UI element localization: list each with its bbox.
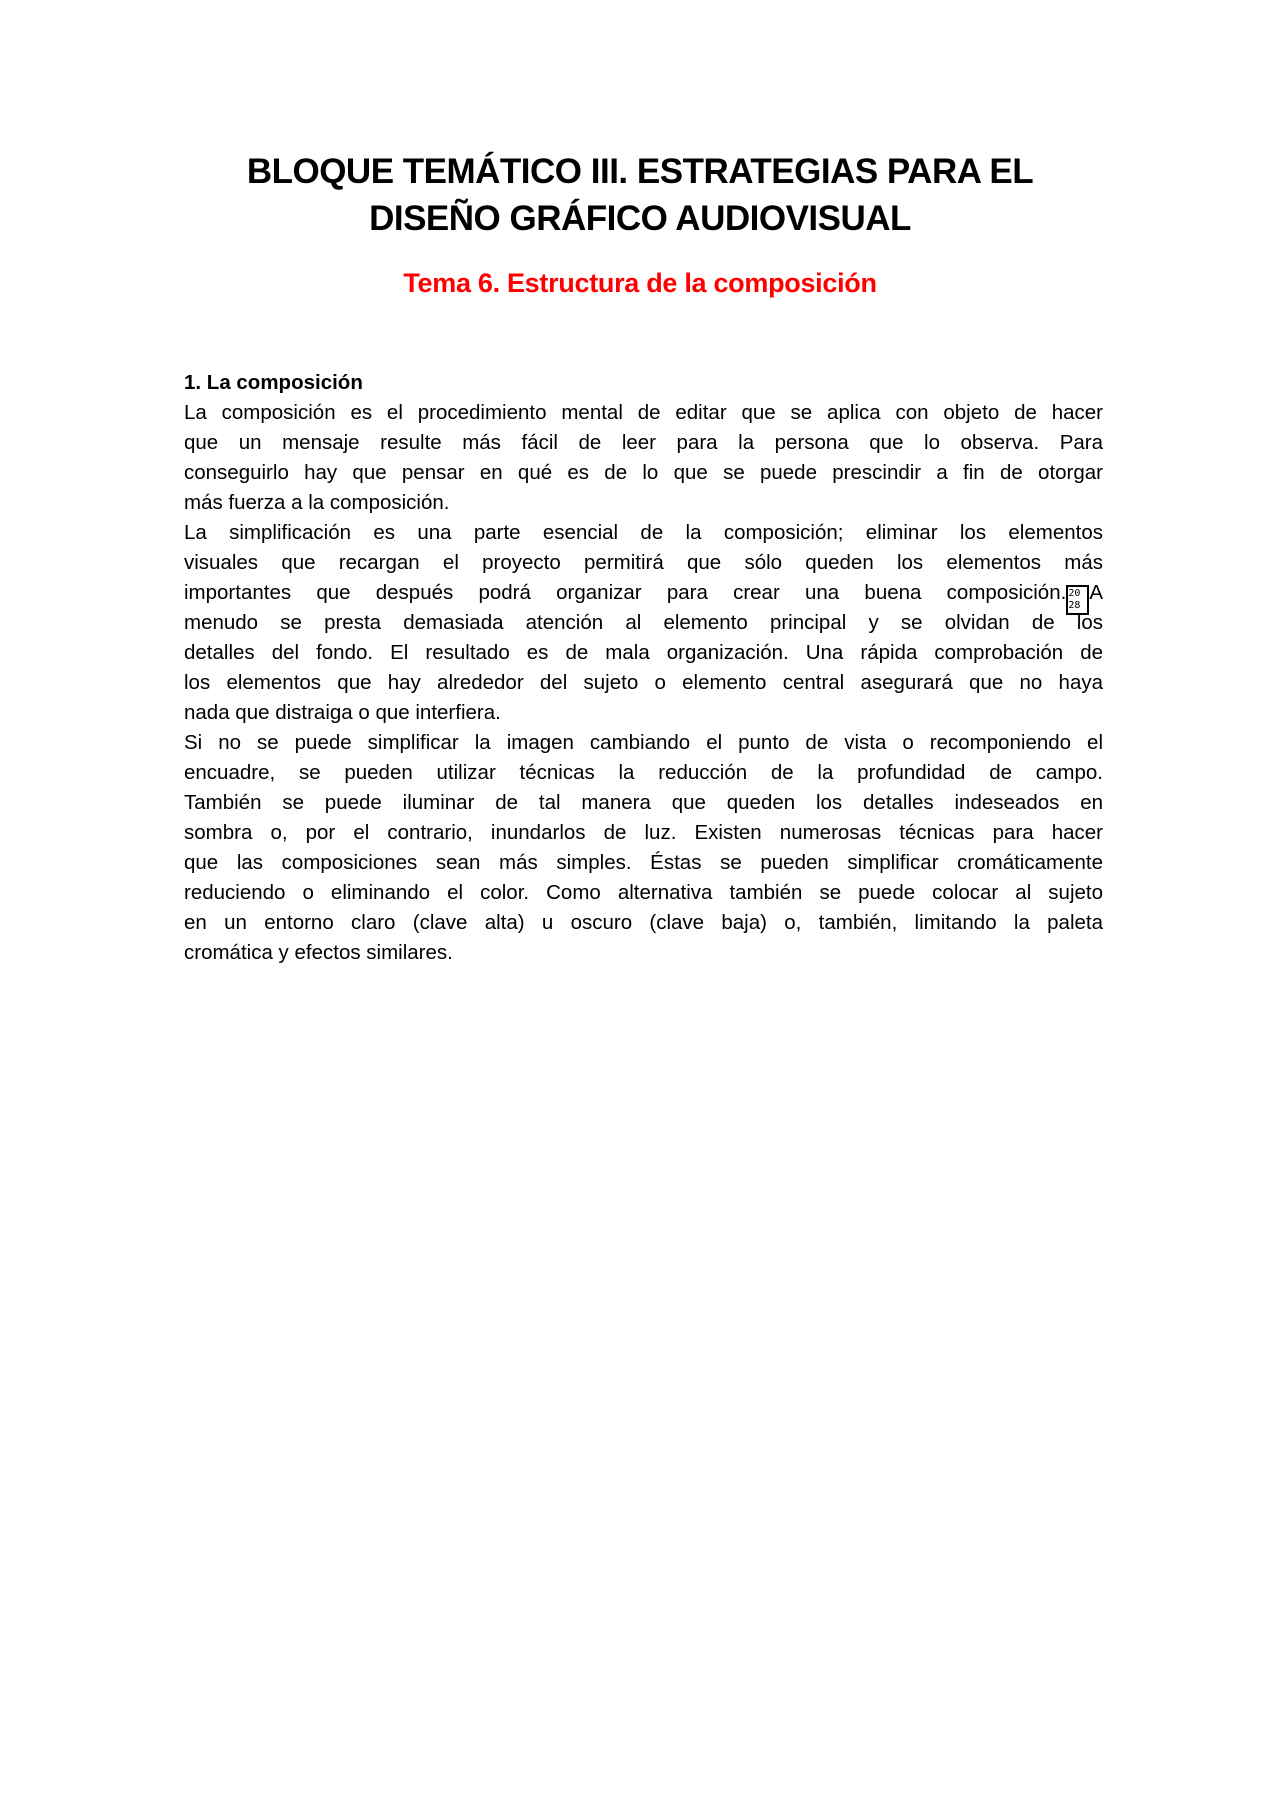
glyph-code-top: 20	[1068, 588, 1081, 599]
title-line: DISEÑO GRÁFICO AUDIOVISUAL	[369, 199, 911, 238]
text-line: menudo se presta demasiada atención al elemento principal y se olvidan de los	[184, 611, 1103, 634]
text-line: Si no se puede simplificar la imagen cambiando el punto de vista o recomponiendo el	[184, 731, 1103, 754]
text-line: en un entorno claro (clave alta) u oscuro (clave baja) o, también, limitando la paleta	[184, 911, 1103, 934]
text-line: También se puede iluminar de tal manera que queden los detalles indeseados en	[184, 791, 1103, 814]
text-line: visuales que recargan el proyecto permitirá que sólo queden los elementos más	[184, 551, 1103, 574]
glyph-code-bottom: 28	[1068, 600, 1081, 611]
text-line: detalles del fondo. El resultado es de mala organización. Una rápida comprobación de	[184, 641, 1103, 664]
text-line: sombra o, por el contrario, inundarlos de luz. Existen numerosas técnicas para hacer	[184, 821, 1103, 844]
document-title	[150, 148, 1130, 242]
text-line: más fuerza a la composición.	[184, 491, 450, 514]
text-segment: importantes que después podrá organizar para crear una buena composición.	[184, 581, 1067, 604]
paragraph-3	[184, 728, 1103, 968]
text-line: nada que distraiga o que interfiera.	[184, 701, 501, 724]
paragraph-1	[184, 398, 1103, 518]
text-line: los elementos que hay alrededor del sujeto o elemento central asegurará que no haya	[184, 671, 1103, 694]
section-heading: 1. La composición	[184, 371, 363, 394]
text-line: La simplificación es una parte esencial de la composición; eliminar los elementos	[184, 521, 1103, 544]
text-line: que las composiciones sean más simples. Éstas se pueden simplificar cromáticamente	[184, 851, 1103, 874]
text-line: que un mensaje resulte más fácil de leer para la persona que lo observa. Para	[184, 431, 1103, 454]
text-line: reduciendo o eliminando el color. Como alternativa también se puede colocar al sujeto	[184, 881, 1103, 904]
document-body	[184, 368, 1103, 968]
title-line: BLOQUE TEMÁTICO III. ESTRATEGIAS PARA EL	[246, 152, 1034, 191]
text-line: cromática y efectos similares.	[184, 941, 453, 964]
paragraph-2	[184, 518, 1103, 728]
text-line	[184, 578, 1103, 611]
text-segment: A	[1089, 581, 1103, 604]
text-line: La composición es el procedimiento mental de editar que se aplica con objeto de hacer	[184, 401, 1103, 424]
document-subtitle: Tema 6. Estructura de la composición	[403, 268, 877, 298]
text-line: conseguirlo hay que pensar en qué es de lo que se puede prescindir a fin de otorgar	[184, 461, 1103, 484]
text-line: encuadre, se pueden utilizar técnicas la reducción de la profundidad de campo.	[184, 761, 1103, 784]
